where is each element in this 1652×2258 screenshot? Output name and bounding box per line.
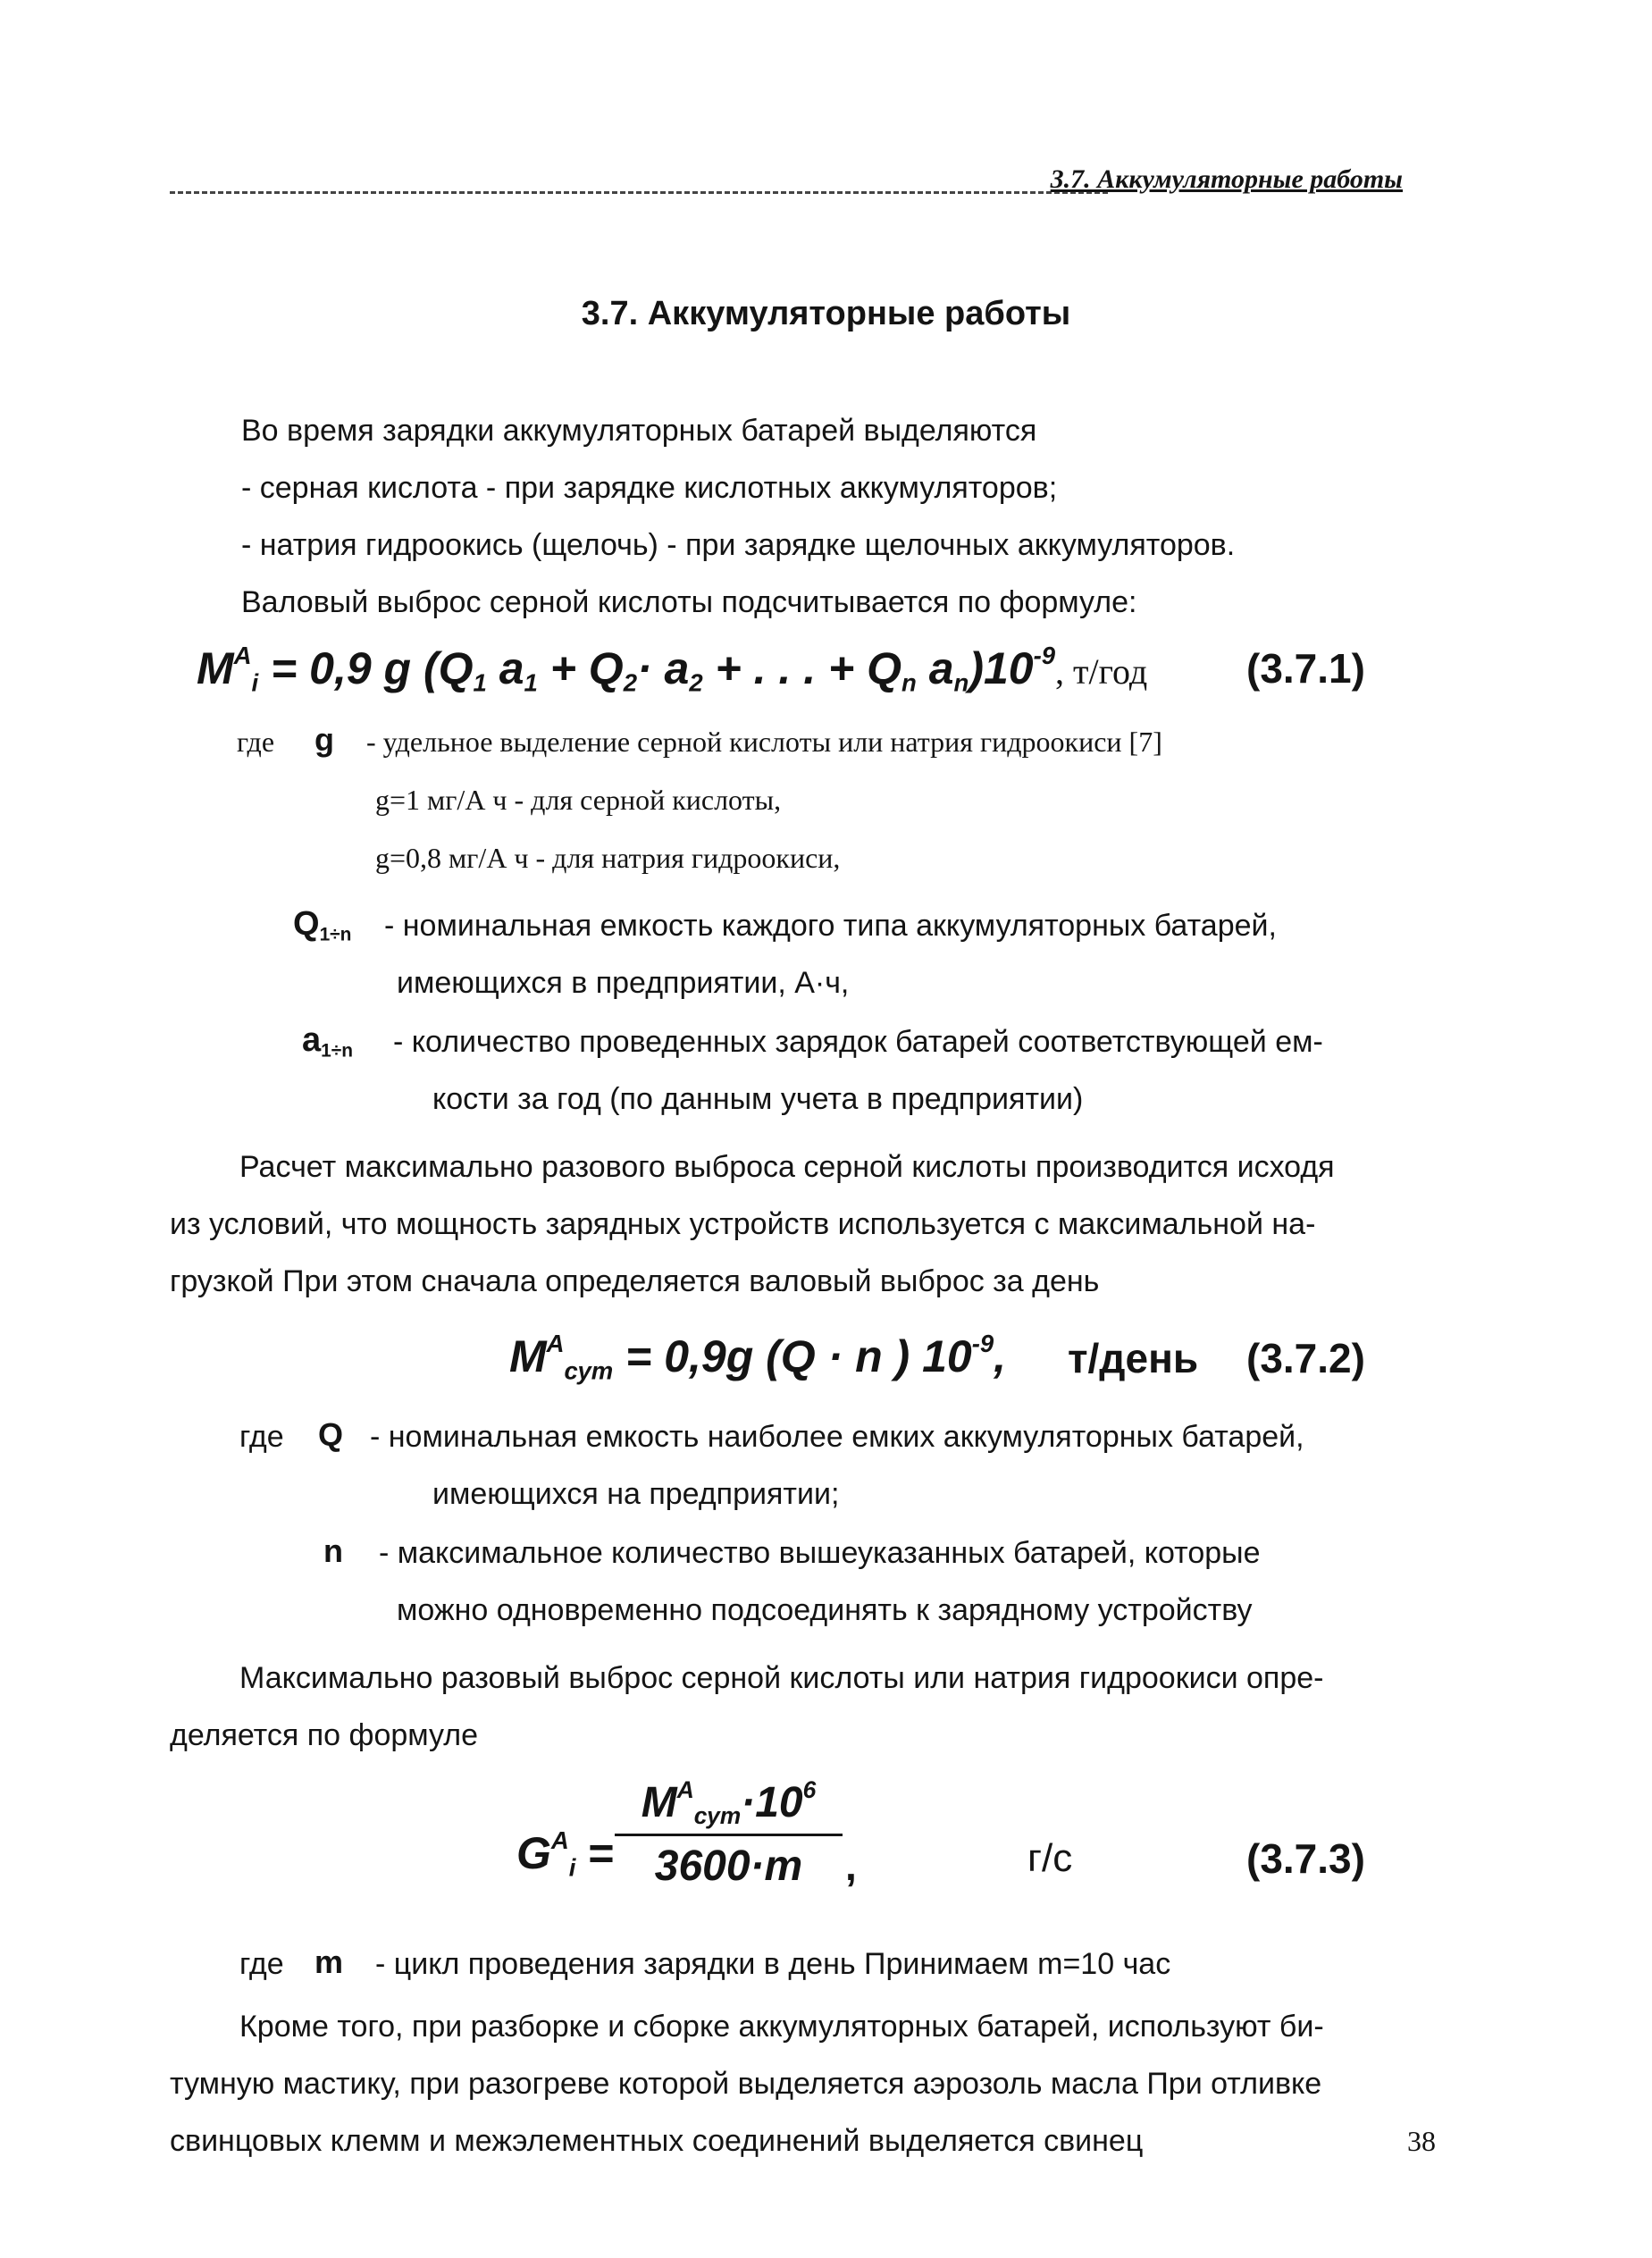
- definition-q: - номинальная емкость наиболее емких аккумуляторных батарей,: [370, 1420, 1304, 1454]
- para4-line-1: Кроме того, при разборке и сборке аккумуляторных батарей, используют би-: [239, 2010, 1324, 2044]
- definition-q-1n-cont: имеющихся в предприятии, А·ч,: [397, 966, 850, 1000]
- where-label-2: где: [239, 1420, 284, 1454]
- definition-g: - удельное выделение серной кислоты или натрия гидроокиси [7]: [366, 726, 1162, 758]
- page-number: 38: [1407, 2125, 1436, 2157]
- intro-line-2: - серная кислота - при зарядке кислотных аккумуляторов;: [241, 471, 1058, 505]
- where-label-1: где: [237, 726, 275, 758]
- symbol-a-1n: $a_{1\div n}$: [302, 1021, 353, 1062]
- formula-3-7-3-comma: ,: [845, 1842, 857, 1889]
- formula-3-7-2-unit: т/день: [1068, 1335, 1199, 1381]
- intro-line-1: Во время зарядки аккумуляторных батарей выделяются: [241, 414, 1037, 448]
- intro-line-4: Валовый выброс серной кислоты подсчитывается по формуле:: [241, 585, 1137, 619]
- para3-line-1: Максимально разовый выброс серной кислоты или натрия гидроокиси опре-: [239, 1661, 1324, 1695]
- definition-g-value-1: g=1 мг/А ч - для серной кислоты,: [375, 784, 782, 816]
- definition-a-1n-cont: кости за год (по данным учета в предприятии): [432, 1082, 1084, 1116]
- definition-m: - цикл проведения зарядки в день Принимаем m=10 час: [375, 1947, 1171, 1981]
- definition-g-value-2: g=0,8 мг/А ч - для натрия гидроокиси,: [375, 842, 841, 874]
- definition-q-cont: имеющихся на предприятии;: [432, 1477, 840, 1511]
- fraction-numerator: $M^A_{сут}\cdot 10^6$: [641, 1775, 817, 1829]
- symbol-m: m: [314, 1943, 344, 1980]
- definition-n-cont: можно одновременно подсоединять к зарядному устройству: [397, 1593, 1253, 1627]
- definition-q-1n: - номинальная емкость каждого типа аккумуляторных батарей,: [384, 909, 1277, 943]
- para2-line-2: из условий, что мощность зарядных устройств используется с максимальной на-: [170, 1207, 1316, 1241]
- definition-a-1n: - количество проведенных зарядок батарей соответствующей ем-: [393, 1025, 1323, 1059]
- section-title: 3.7. Аккумуляторные работы: [581, 295, 1071, 332]
- symbol-q-1n: $Q_{1\div n}$: [293, 905, 352, 945]
- formula-3-7-2: $M^A_{сут} = 0,9g$ (Q · n ) $10^{-9}$,: [509, 1330, 1007, 1385]
- intro-line-3: - натрия гидроокись (щелочь) - при зарядке щелочных аккумуляторов.: [241, 528, 1236, 562]
- definition-n: - максимальное количество вышеуказанных батарей, которые: [379, 1536, 1261, 1570]
- header-rule: [170, 191, 1108, 194]
- formula-3-7-3-fraction: [615, 1775, 843, 1892]
- formula-3-7-3-unit: г/с: [1027, 1836, 1073, 1880]
- formula-3-7-3-lhs: $G^A_i$ =: [516, 1826, 615, 1882]
- fraction-bar: [615, 1834, 843, 1836]
- fraction-denominator: 3600·m: [654, 1842, 803, 1890]
- where-label-3: где: [239, 1947, 284, 1981]
- running-header: [170, 164, 1403, 200]
- symbol-n: n: [323, 1532, 343, 1569]
- para2-line-1: Расчет максимально разового выброса серной кислоты производится исходя: [239, 1150, 1335, 1184]
- symbol-g: g: [314, 721, 334, 758]
- running-title: 3.7. Аккумуляторные работы: [1050, 164, 1403, 194]
- formula-number-3-7-2: (3.7.2): [1246, 1335, 1365, 1381]
- formula-number-3-7-3: (3.7.3): [1246, 1835, 1365, 1882]
- symbol-q: Q: [318, 1416, 344, 1453]
- para3-line-2: деляется по формуле: [170, 1718, 479, 1752]
- formula-number-3-7-1: (3.7.1): [1246, 645, 1365, 692]
- para4-line-2: тумную мастику, при разогреве которой выделяется аэрозоль масла При отливке: [170, 2067, 1322, 2101]
- formula-3-7-1: $M^A_i = 0,9$ g ($Q_1$ $a_1 + Q_2\cdot a_2$ + . . . + $Q_n$ $a_n)10^{-9}$, т/год: [197, 642, 1148, 697]
- para2-line-3: грузкой При этом сначала определяется валовый выброс за день: [170, 1264, 1100, 1298]
- para4-line-3: свинцовых клемм и межэлементных соединений выделяется свинец: [170, 2124, 1144, 2158]
